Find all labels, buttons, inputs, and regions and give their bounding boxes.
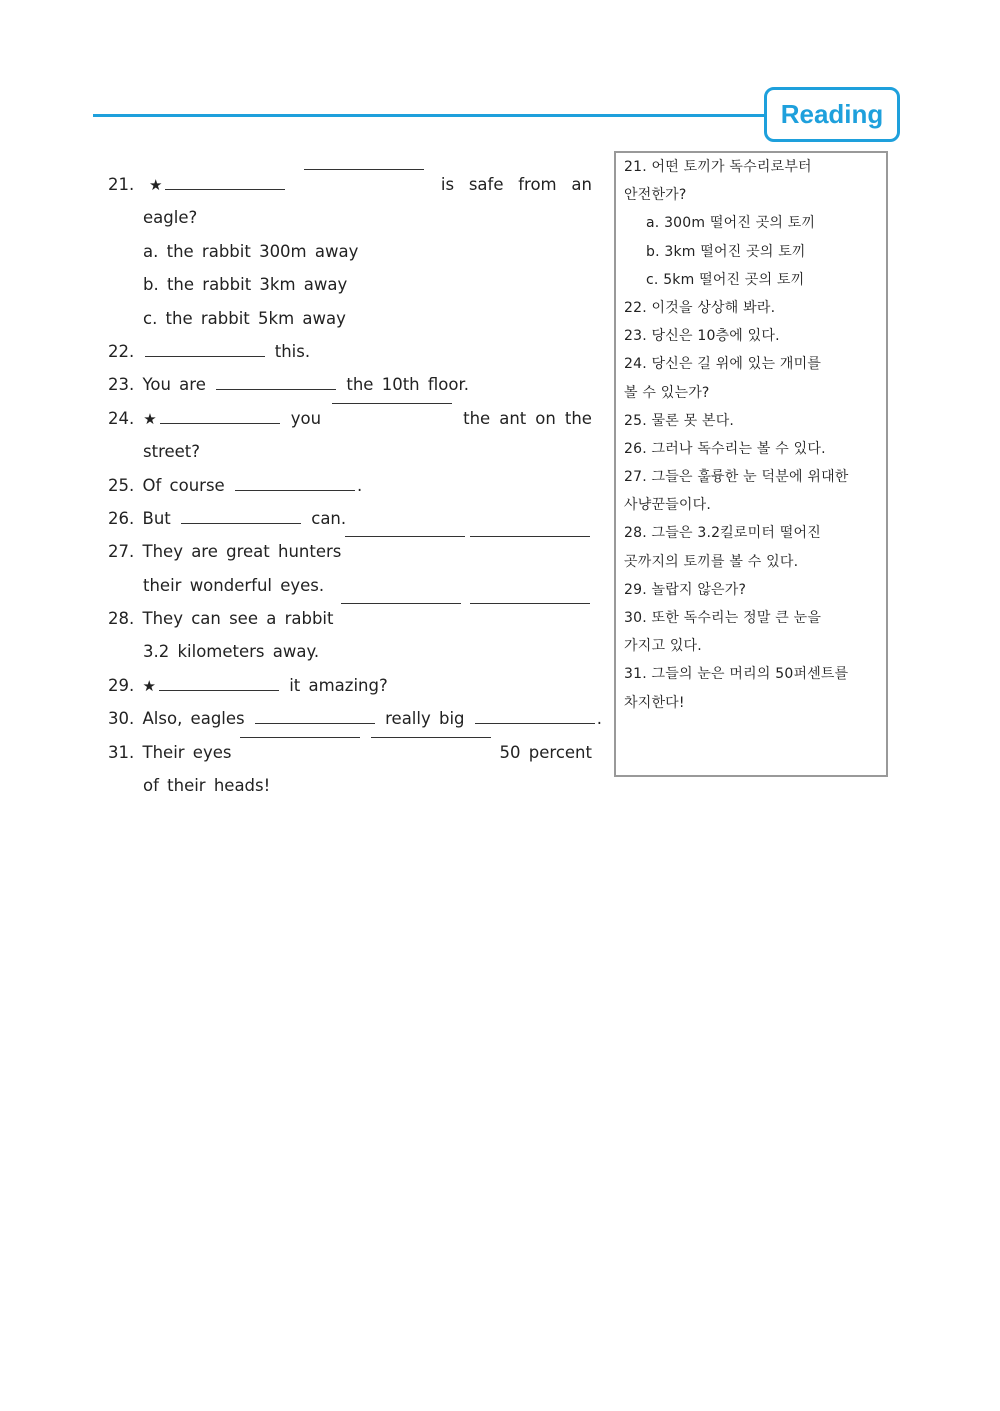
question-text: really big: [385, 709, 465, 729]
question-text: the: [564, 408, 592, 428]
answer-blank[interactable]: [255, 722, 375, 724]
question-number: 25.: [108, 475, 135, 495]
translation-line: c. 5km 떨어진 곳의 토끼: [646, 271, 805, 288]
answer-blank[interactable]: [345, 535, 465, 537]
question-text: is: [440, 175, 455, 194]
question-23: [108, 368, 592, 401]
translation-line: 29. 놀랍지 않은가?: [624, 581, 747, 598]
translation-line: 차지한다!: [624, 694, 685, 711]
question-text: can.: [311, 508, 347, 528]
question-number: 22.: [108, 341, 135, 361]
answer-blank[interactable]: [159, 689, 279, 691]
translation-line: 24. 당신은 길 위에 있는 개미를: [624, 356, 822, 373]
answer-blank[interactable]: [160, 422, 280, 424]
question-21: [108, 168, 592, 201]
question-24: [108, 402, 592, 435]
question-27: [108, 535, 592, 568]
question-text: They can see a rabbit: [142, 609, 334, 629]
answer-blank[interactable]: [165, 188, 285, 190]
section-title-badge: Reading: [764, 87, 900, 142]
question-21-continuation: eagle?: [143, 208, 198, 228]
star-icon: ★: [143, 409, 157, 428]
question-text: from: [518, 175, 557, 194]
question-28: [108, 602, 592, 635]
question-text: this.: [274, 341, 311, 361]
option-b: b. the rabbit 3km away: [143, 275, 348, 295]
option-c: c. the rabbit 5km away: [143, 308, 346, 328]
answer-blank[interactable]: [181, 522, 301, 524]
translation-line: 22. 이것을 상상해 봐라.: [624, 299, 776, 316]
question-text: They are great hunters: [142, 542, 342, 562]
question-number: 31.: [108, 742, 135, 762]
translation-line: a. 300m 떨어진 곳의 토끼: [646, 215, 816, 232]
question-text: Also, eagles: [142, 709, 245, 729]
question-text: you: [290, 408, 322, 428]
header-divider-line: [93, 114, 773, 117]
answer-blank[interactable]: [304, 168, 424, 170]
question-31-continuation: of their heads!: [143, 776, 271, 796]
question-24-continuation: street?: [143, 442, 201, 462]
answer-blank[interactable]: [470, 602, 590, 604]
question-25: [108, 469, 592, 502]
question-text: Their eyes: [142, 742, 232, 762]
question-text: But: [142, 508, 171, 528]
question-28-continuation: 3.2 kilometers away.: [143, 642, 320, 662]
translation-line: 23. 당신은 10층에 있다.: [624, 328, 780, 345]
question-27-continuation: their wonderful eyes.: [143, 575, 325, 595]
translation-line: 곳까지의 토끼를 볼 수 있다.: [624, 553, 799, 570]
question-text: .: [596, 709, 603, 729]
translation-line: 27. 그들은 훌륭한 눈 덕분에 위대한: [624, 469, 849, 486]
question-text: the: [463, 408, 491, 428]
star-icon: ★: [148, 176, 163, 194]
answer-blank[interactable]: [371, 736, 491, 738]
translation-line: 안전한가?: [624, 187, 687, 204]
question-29: [108, 669, 592, 702]
question-number: 29.: [108, 675, 135, 695]
question-22: [108, 335, 592, 368]
answer-blank[interactable]: [475, 722, 595, 724]
answer-blank[interactable]: [235, 489, 355, 491]
translation-line: 28. 그들은 3.2킬로미터 떨어진: [624, 525, 821, 542]
question-number: 26.: [108, 508, 135, 528]
question-text: it amazing?: [289, 675, 388, 695]
translation-line: 30. 또한 독수리는 정말 큰 눈을: [624, 610, 822, 626]
question-text: You are: [142, 375, 206, 395]
translation-line: 26. 그러나 독수리는 볼 수 있다.: [624, 440, 826, 457]
translation-line: 25. 물론 못 본다.: [624, 412, 735, 429]
question-30: [108, 702, 603, 735]
option-a: a. the rabbit 300m away: [143, 241, 359, 261]
translation-box: [614, 151, 888, 777]
star-icon: ★: [142, 676, 156, 695]
question-text: .: [356, 475, 363, 495]
answer-blank[interactable]: [216, 388, 336, 390]
question-26: [108, 502, 592, 535]
question-number: 23.: [108, 375, 135, 395]
translation-line: 사냥꾼들이다.: [624, 497, 711, 514]
translation-line: 21. 어떤 토끼가 독수리로부터: [624, 159, 812, 175]
translation-line: 가지고 있다.: [624, 638, 702, 655]
answer-blank[interactable]: [145, 355, 265, 357]
answer-blank[interactable]: [240, 736, 360, 738]
question-list: [108, 168, 603, 802]
translation-line: 볼 수 있는가?: [624, 384, 710, 401]
question-number: 27.: [108, 542, 135, 562]
answer-blank[interactable]: [470, 535, 590, 537]
question-number: 30.: [108, 709, 135, 729]
question-text: the 10th floor.: [346, 375, 469, 395]
answer-blank[interactable]: [341, 602, 461, 604]
question-31: [108, 736, 592, 769]
answer-blank[interactable]: [332, 402, 452, 404]
question-text: safe: [468, 175, 504, 194]
question-text: Of course: [142, 475, 225, 495]
question-text: ant: [499, 408, 527, 428]
translation-line: b. 3km 떨어진 곳의 토끼: [646, 243, 806, 260]
question-number: 28.: [108, 609, 135, 629]
question-text: 50 percent: [499, 742, 592, 762]
question-number: 21.: [108, 175, 135, 194]
translation-line: 31. 그들의 눈은 머리의 50퍼센트를: [624, 666, 849, 683]
question-text: on: [535, 408, 556, 428]
question-number: 24.: [108, 408, 135, 428]
question-text: an: [571, 175, 592, 194]
